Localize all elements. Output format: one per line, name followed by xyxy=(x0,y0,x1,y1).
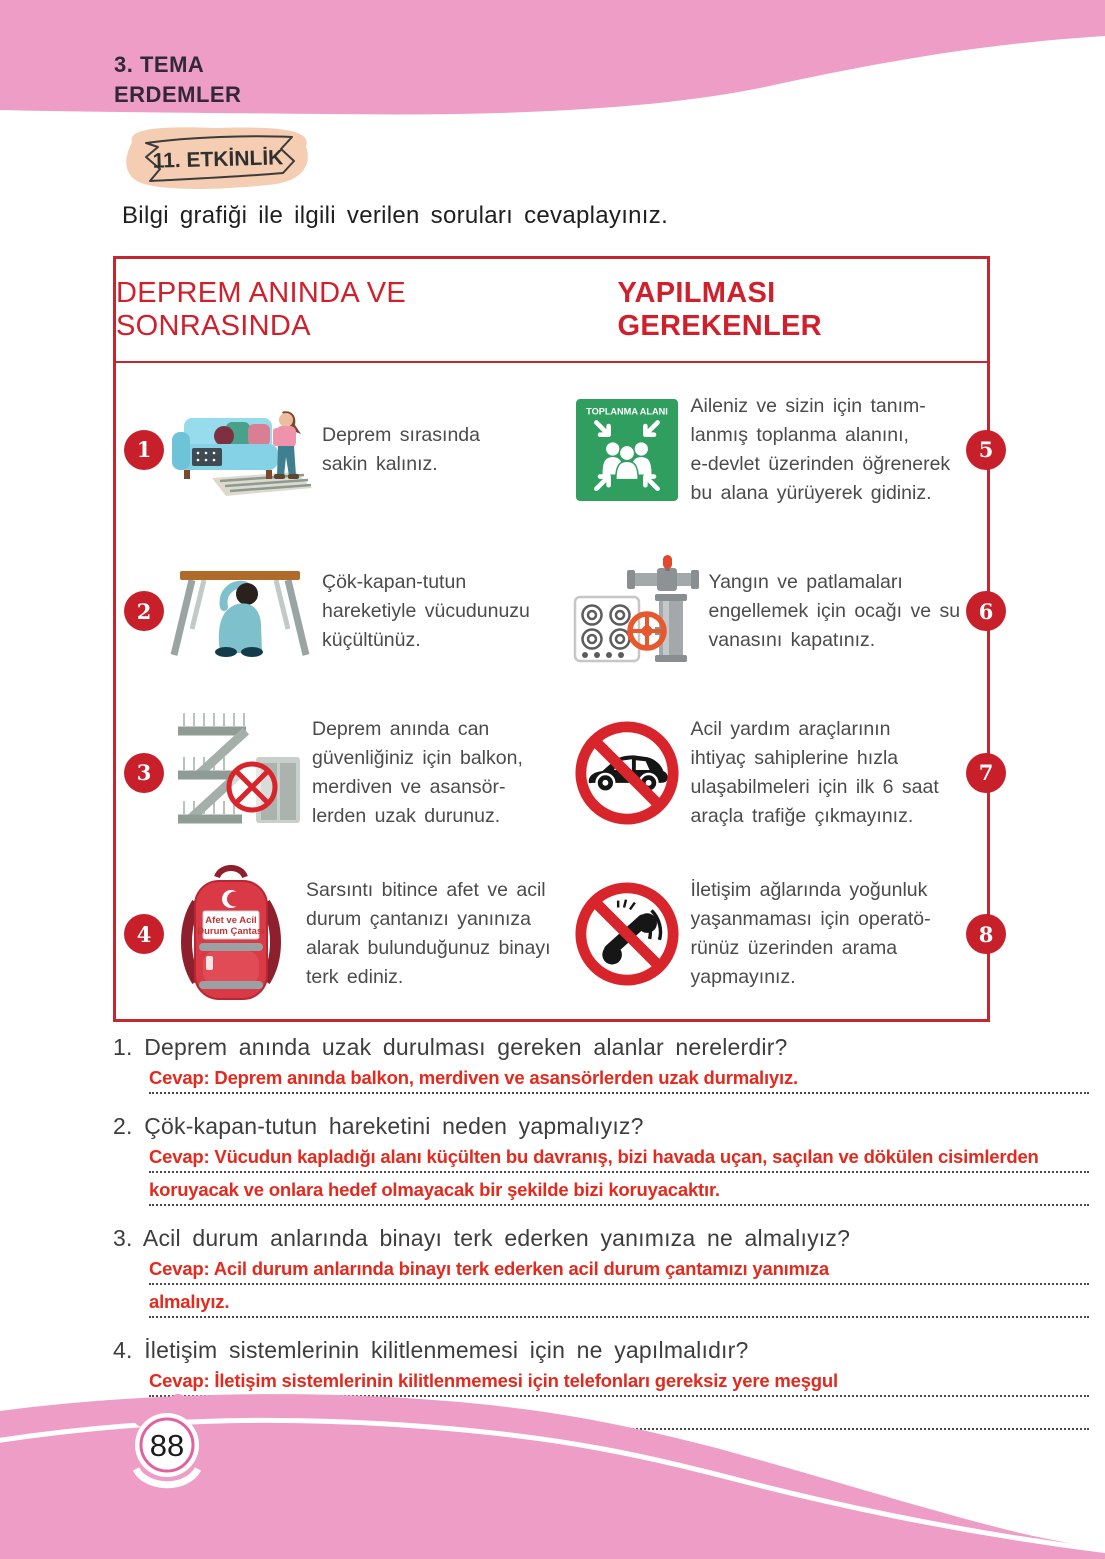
infographic-title-bold: YAPILMASI GEREKENLER xyxy=(617,277,822,342)
question-text: 3. Acil durum anlarında binayı terk ederken yanımıza ne almalıyız? xyxy=(113,1225,851,1251)
instruction-text: Bilgi grafiği ile ilgili verilen soruları cevaplayınız. xyxy=(122,202,669,229)
item-number-badge: 8 xyxy=(966,914,1006,954)
stove-valve-icon xyxy=(571,555,701,667)
answer-text: koruyacak ve onlara hedef olmayacak bir şekilde bizi koruyacaktır. xyxy=(149,1179,720,1200)
answer-text: Cevap: Deprem anında balkon, merdiven ve asansörlerden uzak durmalıyız. xyxy=(149,1067,798,1088)
bag-label-line2: Durum Çantası xyxy=(197,926,265,938)
item-text: Acil yardım araçlarının ihtiyaç sahiplerine hızla ulaşabilmeleri için ilk 6 saat araçla trafiğe çıkmayınız. xyxy=(690,717,939,827)
item-text: Deprem anında can güvenliğiniz için balkon, merdiven ve asansör- lerden uzak durunuz. xyxy=(312,717,523,827)
question-3 xyxy=(113,1225,1089,1318)
theme-header xyxy=(114,50,241,110)
item-text: Sarsıntı bitince afet ve acil durum çantanızı yanınıza alarak bulunduğunuz binayı terk ediniz. xyxy=(306,879,551,989)
under-table-icon xyxy=(164,563,314,659)
item-number-badge: 3 xyxy=(124,753,164,793)
question-1 xyxy=(113,1034,1089,1094)
assembly-sign-label: TOPLANMA ALANI xyxy=(585,406,668,417)
person-sofa-icon xyxy=(164,400,314,500)
question-text: 1. Deprem anında uzak durulması gereken alanlar nerelerdir? xyxy=(113,1034,788,1060)
infographic-item-3 xyxy=(116,692,557,854)
item-text: İletişim ağlarında yoğunluk yaşanmaması için operatö- rünüz üzerinden arama yapmayınız. xyxy=(690,879,931,989)
answer-text: Cevap: İletişim sistemlerinin kilitlenmemesi için telefonları gereksiz yere meşgul xyxy=(149,1370,838,1391)
answer-line xyxy=(149,1178,1089,1206)
infographic-title xyxy=(116,259,987,363)
answer-line xyxy=(149,1145,1089,1173)
answer-line xyxy=(149,1257,1089,1285)
infographic-box xyxy=(113,256,994,1022)
no-phone-sign-icon xyxy=(573,880,681,988)
infographic-item-2 xyxy=(116,531,557,693)
infographic-item-8 xyxy=(557,854,1017,1016)
item-number-badge: 4 xyxy=(124,914,164,954)
theme-label: 3. TEMA xyxy=(114,52,205,77)
no-car-sign-icon xyxy=(573,719,681,827)
footer-wave xyxy=(0,1383,1105,1559)
question-2 xyxy=(113,1113,1089,1206)
infographic-grid xyxy=(116,363,994,1019)
answer-line xyxy=(149,1290,1089,1318)
stairs-elevator-icon xyxy=(164,713,304,833)
item-number-badge: 5 xyxy=(966,430,1006,470)
item-number-badge: 6 xyxy=(966,591,1006,631)
item-number-badge: 1 xyxy=(124,430,164,470)
item-number-badge: 2 xyxy=(124,591,164,631)
activity-badge xyxy=(118,124,318,194)
item-text: Çök-kapan-tutun hareketiyle vücudunuzu küçültünüz. xyxy=(322,570,530,651)
question-text: 2. Çök-kapan-tutun hareketini neden yapmalıyız? xyxy=(113,1113,644,1139)
answer-text: almalıyız. xyxy=(149,1291,230,1312)
item-text: Deprem sırasında sakin kalınız. xyxy=(322,423,480,475)
answer-text: Cevap: Acil durum anlarında binayı terk ederken acil durum çantamızı yanımıza xyxy=(149,1258,829,1279)
activity-badge-label: 11. ETKİNLİK xyxy=(152,146,284,173)
infographic-item-7 xyxy=(557,692,1017,854)
answer-text: Cevap: Vücudun kapladığı alanı küçülten bu davranış, bizi havada uçan, saçılan ve dökülen cisimlerden xyxy=(149,1146,1039,1167)
infographic-item-5 xyxy=(557,369,1017,531)
bag-label-line1: Afet ve Acil xyxy=(205,915,257,927)
question-text: 4. İletişim sistemlerinin kilitlenmemesi için ne yapılmalıdır? xyxy=(113,1337,749,1363)
assembly-area-sign-icon xyxy=(576,399,678,501)
page-number: 88 xyxy=(149,1428,185,1463)
item-text: Aileniz ve sizin için tanım- lanmış toplanma alanını, e-devlet üzerinden öğrenerek bu alana yürüyerek gidiniz. xyxy=(690,394,951,504)
infographic-item-1 xyxy=(116,369,557,531)
theme-name: ERDEMLER xyxy=(114,82,242,107)
infographic-title-normal: DEPREM ANINDA VE SONRASINDA xyxy=(116,277,407,342)
infographic-item-4 xyxy=(116,854,557,1016)
item-number-badge: 7 xyxy=(966,753,1006,793)
item-text: Yangın ve patlamaları engellemek için ocağı ve su vanasını kapatınız. xyxy=(708,570,961,651)
answer-line xyxy=(149,1066,1089,1094)
emergency-bag-icon xyxy=(175,861,287,1007)
infographic-item-6 xyxy=(557,531,1017,693)
